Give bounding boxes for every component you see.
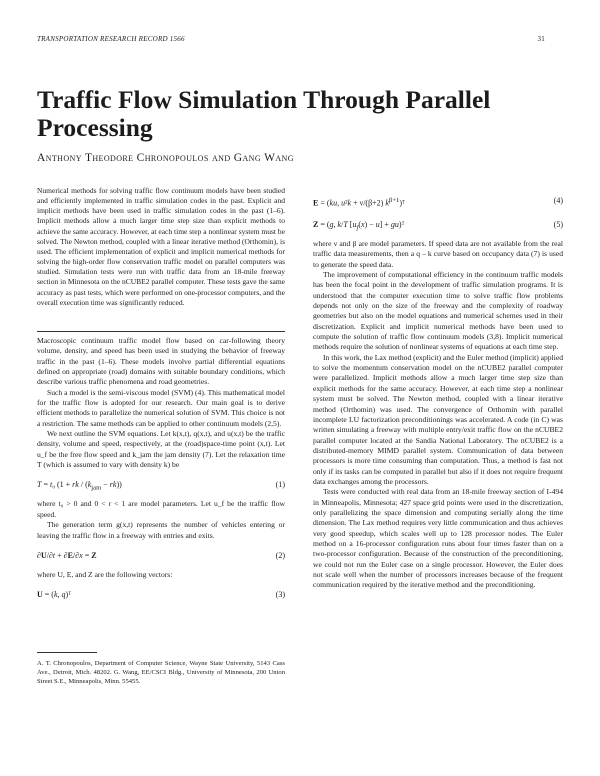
equation-5 [313,216,563,234]
footnote-rule [37,652,97,653]
equation-number: (2) [275,550,285,560]
equation-body: E = (ku, u²k + ν/(β+2) $k^{\beta+1})ᵀ$ [313,197,405,208]
left-paragraph: where t₀ > 0 and 0 < r < 1 are model parameters. Let u_f be the traffic flow speed. [37,499,285,519]
equation-body: Z = (g, k/T $[u_f(x) - u]$ + gu)ᵀ [313,220,405,232]
right-paragraph: The improvement of computational efficiency in the continuum traffic models has been the focal point in the development of traffic simulation programs. It is understood that the computer execution time to solve traffic flow problems depends not only on the size of the freeway and the complexity of roadway geometries but also on the model equations and numerical schemes used in their discretization. Explicit and implicit numerical methods have been used to compute the solution of traffic flow continuum models (3,8). Implicit numerical methods require the solution of nonlinear systems of equations at each time step. [313,270,563,352]
abstract [37,186,285,308]
abstract-rule [37,331,285,332]
right-paragraph: where ν and β are model parameters. If speed data are not available from the real traffic data measurements, then a q – k curve based on occupancy data (7) is used to generate the speed data. [313,239,563,269]
journal-name: TRANSPORTATION RESEARCH RECORD 1566 [37,35,185,43]
equation-1 [37,476,285,494]
left-paragraph: Macroscopic continuum traffic model flow based on car-following theory volume, density, and speed has been used in studying the behavior of freeway traffic in the past (1–6). These models involve partial differential equations defined on appropriate (road) domains with suitable boundary conditions, which describe various traffic phenomena and road geometries. [37,336,285,387]
left-paragraph: Such a model is the semi-viscous model (SVM) (4). This mathematical model for the traffic flow is adopted for our research. Our main goal is to derive efficient methods to parallelize the numerical solution of SVM. This choice is not a restriction. The same methods can be applied to other continuum models (2,5). [37,387,285,428]
equation-number: (3) [275,590,285,600]
author-line: Anthony Theodore Chronopoulos and Gang Wang [37,152,294,164]
page-number: 31 [537,35,545,43]
right-paragraph: In this work, the Lax method (explicit) and the Euler method (implicit) applied to solve the momentum conservation model on the nCUBE2 parallel computer were parallelized. Implicit methods allow a much larger time step size than explicit methods for the same accuracy. However, at each time step a nonlinear system must be solved. The Newton method, coupled with a linear iterative method (Orthomin) was used. The convergence of Orthomin with parallel incomplete LU factorization preconditionings was accelerated. A code (in C) was written simulating a freeway with multiple entry/exit traffic flow on the nCUBE2 parallel computer located at the Sandia National Laboratory. The nCUBE2 is a distributed-memory MIMD parallel system. Communication of data between processors is more time consuming than computation. Thus, a method is fast not only if its tasks can be computed in parallel but also if it does not require frequent data exchanges among the processors. [313,352,563,486]
equation-2 [37,547,285,565]
equation-body: U = (k, q)ᵀ [37,590,72,600]
equation-3 [37,586,285,604]
running-header [37,35,545,43]
equation-body: T = t₀ (1 + rk / $(k_{jam} - rk)$) [37,480,122,493]
left-paragraph: The generation term g(x,t) represents the number of vehicles entering or leaving the traffic flow in a freeway with entries and exits. [37,520,285,540]
equation-4 [313,192,563,210]
left-paragraph: We next outline the SVM equations. Let k(x,t), q(x,t), and u(x,t) be the traffic density, volume and speed, respectively, at the (road)space-time point (x,t). Let u_f be the free flow speed and k_jam the jam density (7). Let the relaxation time T (which is assumed to vary with density k) be [37,429,285,470]
left-paragraph: where U, E, and Z are the following vectors: [37,569,173,579]
right-paragraph: Tests were conducted with real data from an 18-mile freeway section of I-494 in Minneapolis, Minnesota; 427 space grid points were used in the discretization, only parallelizing the space dimension and computing serially along the time dimension. The Lax method requires very little communication and thus achieves very good speedup, which scales well up to 128 processor nodes. The Euler method on a 16-processor configuration runs about four times faster than on a two-processor configuration. Because of the construction of the preconditioning, we could not run the Euler case on a single processor. However, the Euler does not scale well when the number of processors increases because of the frequent communication required by the iterative method and the preconditioning. [313,487,563,590]
equation-number: (1) [275,480,285,490]
paper-title: Traffic Flow Simulation Through Parallel Processing [37,85,491,142]
equation-number: (5) [553,220,563,229]
left-column [37,336,285,609]
equation-body: ∂U/∂t + ∂E/∂x = Z [37,550,97,560]
right-column [313,186,563,591]
author-affiliation-footnote: A. T. Chronopoulos, Department of Computer Science, Wayne State University, 5143 Cass Ave., Detroit, Mich. 48202. G. Wang, EE/CSCI Bldg., University of Minnesota, 200 Union Street S.E., Minneapolis, Minn. 55455. [37,660,285,686]
abstract-text: Numerical methods for solving traffic flow continuum models have been studied and efficiently implemented in traffic simulation codes in the past. Explicit and implicit methods have been used in traffic simulation codes in the past (1–6). Implicit methods allow a much larger time step size than explicit methods to achieve the same accuracy. However, at each time step a nonlinear system must be solved. The Newton method, coupled with a linear iterative method (Orthomin), is used. The efficient implementation of explicit and implicit numerical methods for solving the high-order flow conservation traffic model on parallel computers was studied. Simulation tests were run with traffic data from an 18-mile freeway section in Minnesota on the nCUBE2 parallel computer. These tests gave the same accuracy as past tests, which were performed on one-processor computers, and the overall execution time was significantly reduced. [37,186,285,307]
equation-number: (4) [553,196,563,205]
